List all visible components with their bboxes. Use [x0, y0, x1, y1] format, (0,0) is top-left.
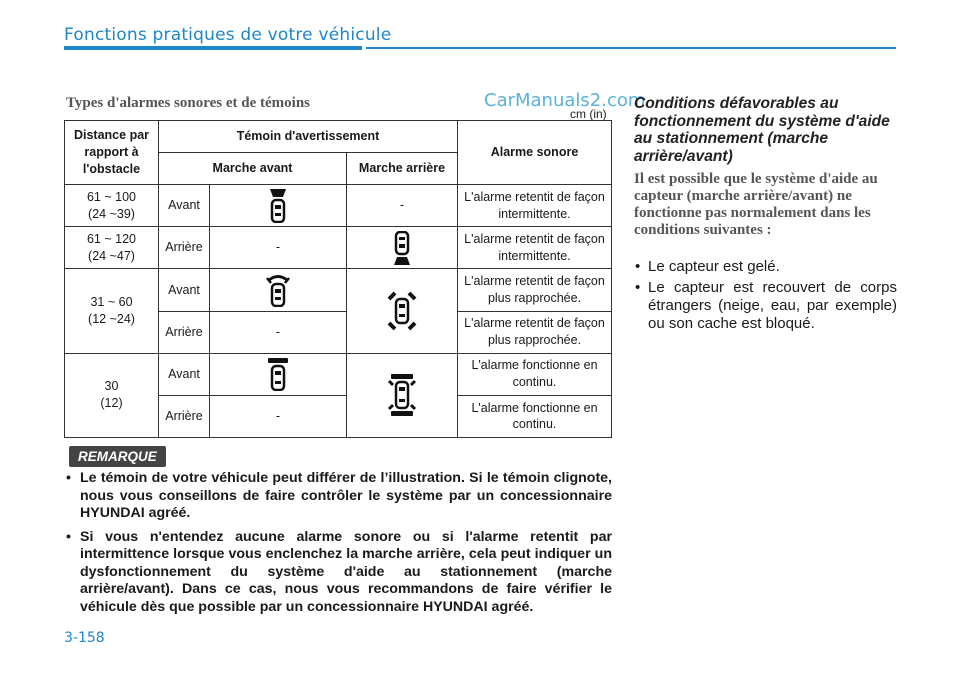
rear-sensor-icon [347, 227, 458, 269]
alarm-cell: L'alarme fonctionne en continu. [458, 395, 612, 437]
distance-cell: 61 ~ 120 (24 ~47) [65, 227, 159, 269]
position-cell: Arrière [159, 311, 210, 353]
units-label: cm (in) [570, 107, 607, 121]
alarm-cell: L'alarme retentit de façon intermittente. [458, 185, 612, 227]
front-corner-sensor-icon [210, 269, 347, 311]
reverse-cell: - [347, 185, 458, 227]
table-row [65, 353, 612, 395]
alarm-cell: L'alarme fonctionne en continu. [458, 353, 612, 395]
distance-cell: 31 ~ 60 (12 ~24) [65, 269, 159, 353]
col-alarm-header: Alarme sonore [458, 121, 612, 185]
position-cell: Avant [159, 185, 210, 227]
list-item: • Si vous n'entendez aucune alarme sonore ou si l'alarme retentit par intermittence lorsque vous enclenchez la marche arrière, cela peut indiquer un dysfonctionnement du système d'aide au stationnement (marche arrière/avant). Dans ce cas, nous vous recommandons de faire vérifier le véhicule dès que possible par un concessionnaire HYUNDAI agréé. [64, 529, 612, 617]
distance-cell: 30 (12) [65, 353, 159, 437]
list-item: • Le témoin de votre véhicule peut différer de l’illustration. Si le témoin clignote, nous vous conseillons de faire contrôler le système par un concessionnaire HYUNDAI agréé. [64, 470, 612, 523]
list-item: • Le capteur est recouvert de corps étrangers (neige, eau, par exemple) ou son cache est bloqué. [634, 279, 897, 333]
distance-cell: 61 ~ 100 (24 ~39) [65, 185, 159, 227]
table-row [65, 269, 612, 311]
position-cell: Arrière [159, 395, 210, 437]
front-sensor-icon [210, 185, 347, 227]
header-title: Fonctions pratiques de votre véhicule [64, 25, 392, 45]
position-cell: Avant [159, 353, 210, 395]
forward-cell: - [210, 311, 347, 353]
conditions-intro: Il est possible que le système d'aide au capteur (marche arrière/avant) ne fonctionne pas normalement dans les conditions suivantes : [634, 171, 878, 238]
alarm-cell: L'alarme retentit de façon plus rapprochée. [458, 269, 612, 311]
full-sensor-icon [347, 353, 458, 437]
front-full-sensor-icon [210, 353, 347, 395]
table-row [65, 227, 612, 269]
col-distance-header: Distance par rapport à l'obstacle [65, 121, 159, 185]
remark-list [64, 470, 612, 622]
alarm-cell: L'alarme retentit de façon intermittente. [458, 227, 612, 269]
page-number: 3-158 [64, 630, 105, 646]
conditions-title: Conditions défavorables au fonctionnement du système d'aide au stationnement (marche arrière/avant) [634, 95, 890, 165]
corner-sensor-icon [347, 269, 458, 353]
alarm-cell: L'alarme retentit de façon plus rapprochée. [458, 311, 612, 353]
col-reverse-header: Marche arrière [347, 153, 458, 185]
col-indicator-header: Témoin d'avertissement [159, 121, 458, 153]
table-row [65, 185, 612, 227]
col-forward-header: Marche avant [159, 153, 347, 185]
watermark: CarManuals2.com [484, 90, 646, 111]
list-item: • Le capteur est gelé. [634, 258, 897, 276]
forward-cell: - [210, 227, 347, 269]
section-title: Types d'alarmes sonores et de témoins [66, 95, 311, 111]
forward-cell: - [210, 395, 347, 437]
remark-badge: REMARQUE [69, 446, 166, 467]
position-cell: Avant [159, 269, 210, 311]
conditions-list [634, 258, 897, 336]
position-cell: Arrière [159, 227, 210, 269]
header-rule-thin [366, 47, 896, 49]
header-rule-thick [64, 46, 362, 50]
alarm-table [64, 120, 612, 438]
